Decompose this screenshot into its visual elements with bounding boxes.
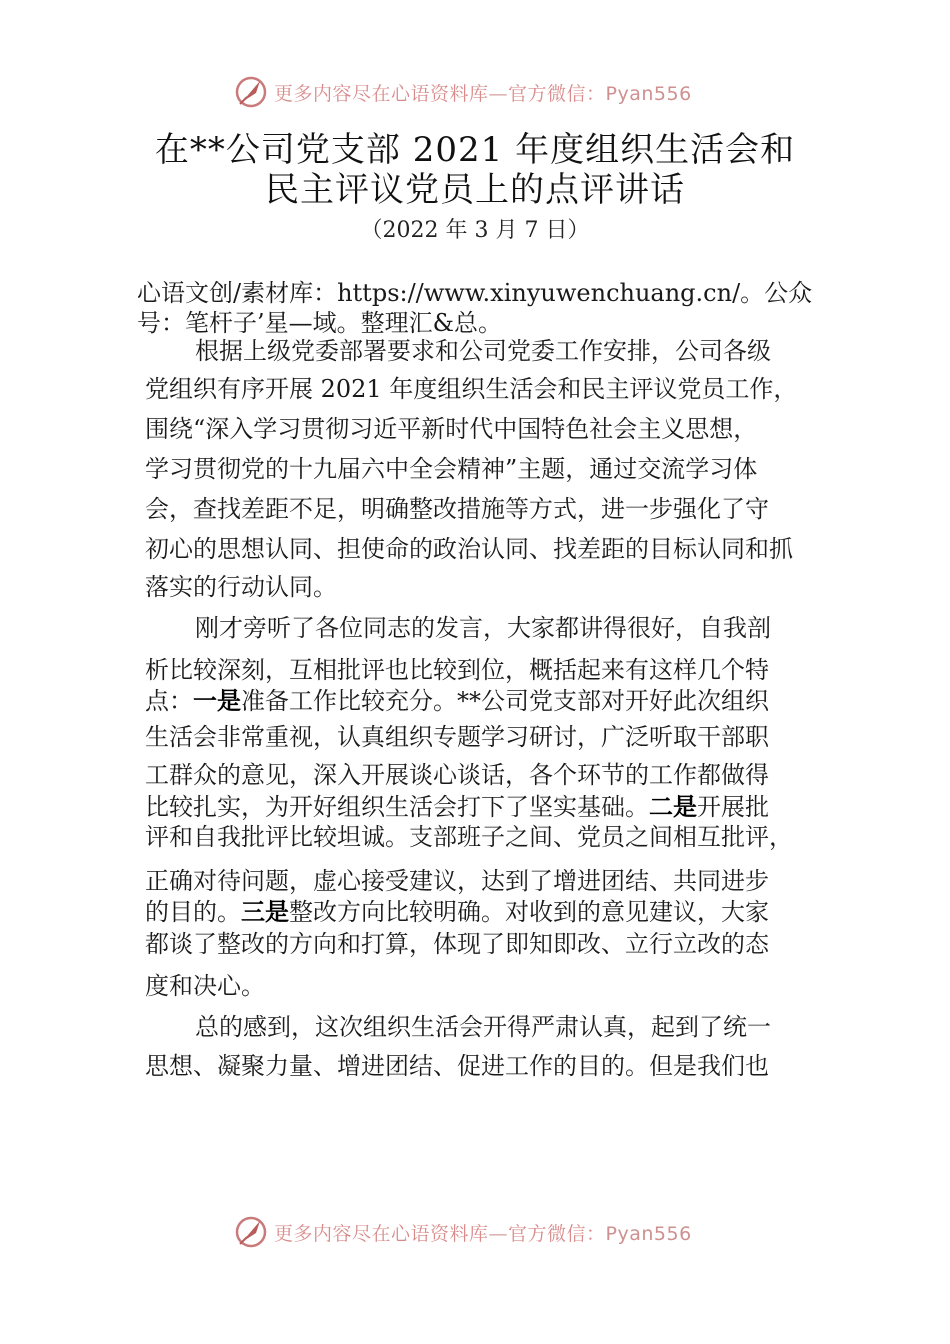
para1-line: 会，查找差距不足，明确整改措施等方式，进一步强化了守: [145, 495, 769, 523]
document-date: （2022 年 3 月 7 日）: [360, 218, 590, 243]
para3-line: 思想、凝聚力量、增进团结、促进工作的目的。但是我们也: [145, 1052, 769, 1080]
para1-line: 学习贯彻党的十九届六中全会精神”主题，通过交流学习体: [145, 455, 758, 483]
document-title-line2: 民主评议党员上的点评讲话: [265, 170, 685, 210]
banner-text: 更多内容尽在心语资料库—官方微信：Pyan556: [274, 1222, 692, 1245]
para2-line: 刚才旁听了各位同志的发言，大家都讲得很好，自我剖: [195, 614, 771, 642]
para1-line: 根据上级党委部署要求和公司党委工作安排，公司各级: [195, 337, 771, 365]
para2-line: 生活会非常重视，认真组织专题学习研讨，广泛听取干部职: [145, 723, 769, 751]
source-line-1: 心语文创/素材库：https://www.xinyuwenchuang.cn/。公众: [137, 279, 813, 307]
document-title-line1: 在**公司党支部 2021 年度组织生活会和: [154, 130, 796, 170]
para2-line: 点：一是准备工作比较充分。**公司党支部对开好此次组织: [145, 687, 769, 715]
para2-line: 评和自我批评比较坦诚。支部班子之间、党员之间相互批评，: [145, 823, 793, 851]
para1-line: 党组织有序开展 2021 年度组织生活会和民主评议党员工作，: [145, 375, 798, 403]
para2-line: 析比较深刻，互相批评也比较到位，概括起来有这样几个特: [145, 656, 769, 684]
para2-line: 都谈了整改的方向和打算，体现了即知即改、立行立改的态: [145, 930, 769, 958]
para1-line: 初心的思想认同、担使命的政治认同、找差距的目标认同和抓: [145, 535, 793, 563]
para3-line: 总的感到，这次组织生活会开得严肃认真，起到了统一: [195, 1013, 771, 1041]
para2-line: 比较扎实，为开好组织生活会打下了坚实基础。二是开展批: [145, 793, 769, 821]
header-banner: [0, 72, 950, 112]
banner-text: 更多内容尽在心语资料库—官方微信：Pyan556: [274, 82, 692, 105]
quill-logo-icon: [234, 1215, 268, 1249]
para2-line: 度和决心。: [145, 972, 265, 1000]
para2-line: 工群众的意见，深入开展谈心谈话，各个环节的工作都做得: [145, 761, 769, 789]
quill-logo-icon: [234, 75, 268, 109]
source-line-2: 号：笔杆子’星—域。整理汇&总。: [137, 309, 502, 337]
para2-line: 的目的。三是整改方向比较明确。对收到的意见建议，大家: [145, 898, 769, 926]
para2-line: 正确对待问题，虚心接受建议，达到了增进团结、共同进步: [145, 867, 769, 895]
point-three-label: 三是: [241, 898, 289, 926]
point-two-label: 二是: [649, 793, 697, 821]
footer-banner: [0, 1212, 950, 1252]
para1-line: 落实的行动认同。: [145, 573, 337, 601]
para1-line: 围绕“深入学习贯彻习近平新时代中国特色社会主义思想，: [145, 415, 758, 443]
point-one-label: 一是: [193, 687, 241, 715]
